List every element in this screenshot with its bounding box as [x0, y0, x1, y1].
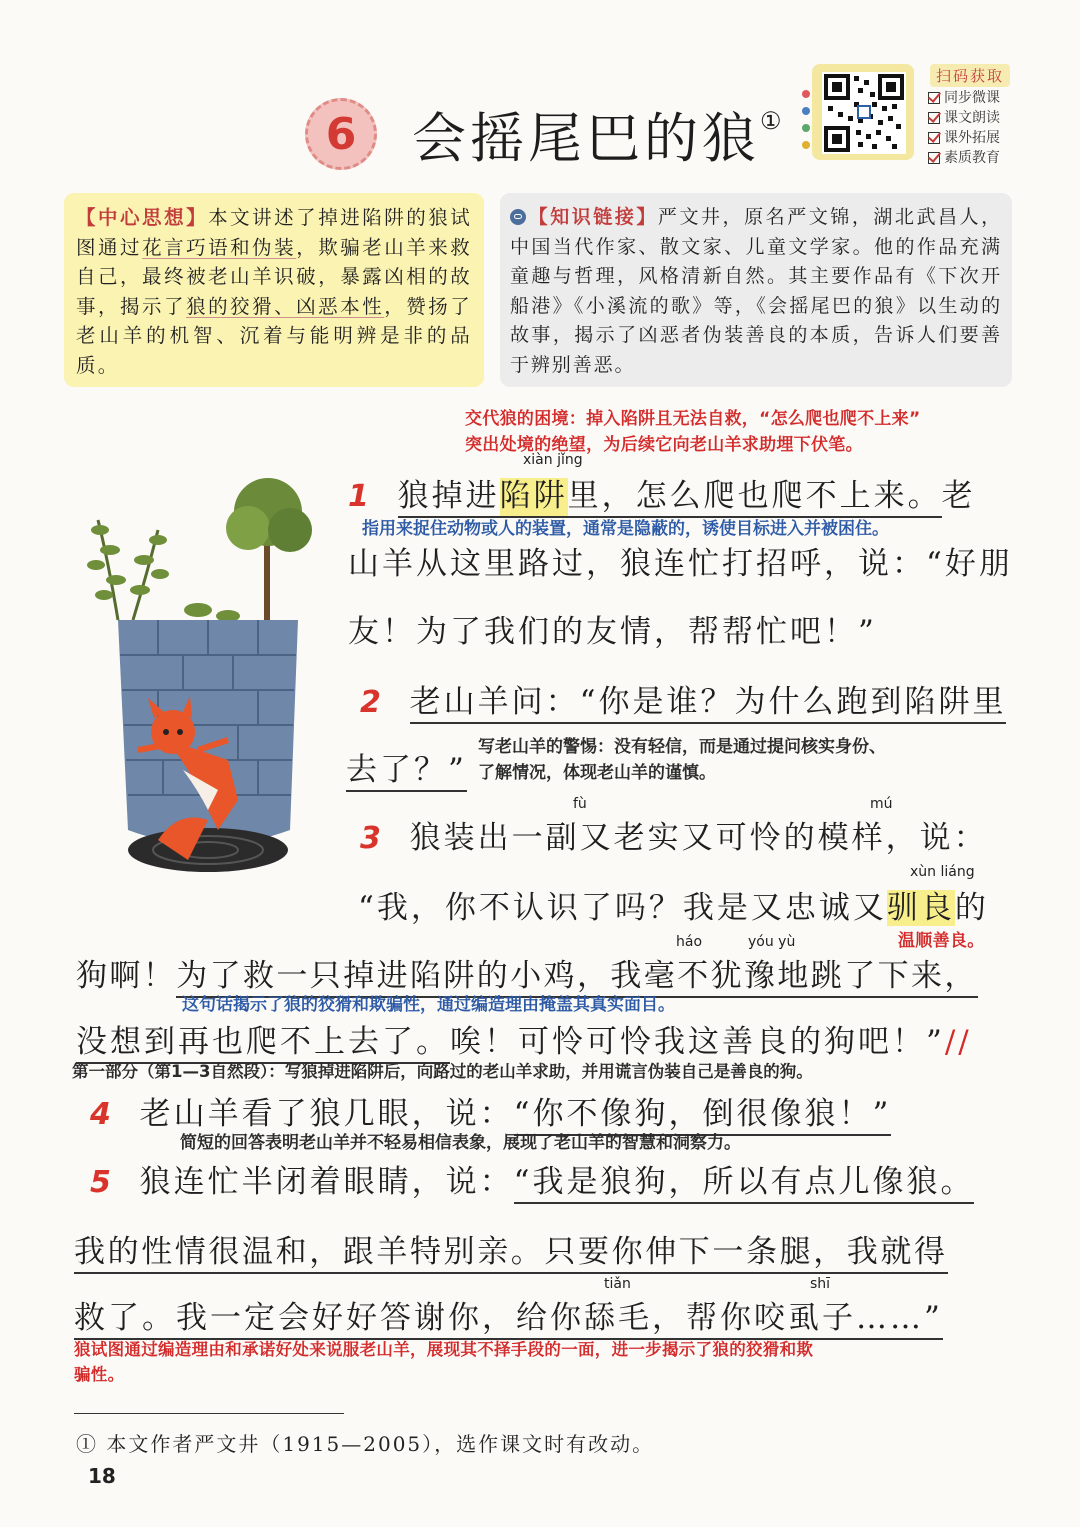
paragraph-3-line-1: 3 狼装出一副又老实又可怜的模样，说：: [360, 820, 988, 856]
paragraph-number: 5: [90, 1165, 114, 1200]
highlighted-word: 驯良: [886, 890, 955, 926]
knowledge-link-text: 【知识链接】严文井，原名严文锦，湖北武昌人，中国当代作家、散文家、儿童文学家。他的作品充满童趣与哲理，风格清新自然。其主要作品有《下次开船港》《小溪流的歌》等，《会摇尾巴的狼》以生动的故事，揭示了凶恶者伪装善良的本质，告诉人们要善于辨别善恶。: [510, 206, 1002, 376]
paragraph-number: 3: [360, 821, 384, 856]
pinyin-shi: shī: [810, 1276, 831, 1292]
paragraph-5-line-1: 5 狼连忙半闭着眼睛，说：“我是狼狗，所以有点儿像狼。: [90, 1156, 974, 1201]
annotation-8-line2: 骗性。: [74, 1365, 125, 1384]
central-idea-tag: 【中心思想】: [76, 206, 209, 229]
paragraph-3-line-2: “我，你不认识了吗？我是又忠诚又驯良的: [358, 890, 989, 926]
annotation-6: 第一部分（第1—3自然段）：写狼掉进陷阱后，向路过的老山羊求助，并用谎言伪装自己是善良的狗。: [72, 1062, 813, 1081]
section-divider-mark: //: [944, 1024, 972, 1060]
paragraph-1-line-3: 友！为了我们的友情，帮帮忙吧！”: [348, 614, 877, 650]
scan-item: 素质教育: [928, 148, 1000, 168]
pinyin-xianjing: xiàn jǐng: [523, 452, 583, 468]
page-number: 18: [88, 1464, 116, 1488]
annotation-3-line1: 写老山羊的警惕：没有轻信，而是通过提问核实身份、: [478, 737, 886, 757]
scan-item: 同步微课: [928, 88, 1000, 108]
annotation-1-line2: 突出处境的绝望，为后续它向老山羊求助埋下伏笔。: [465, 435, 863, 455]
paragraph-1-line-2: 山羊从这里路过，狼连忙打招呼，说：“好朋: [348, 546, 1013, 582]
checkbox-icon: [928, 112, 940, 124]
knowledge-link-box: [500, 193, 1012, 387]
paragraph-3-line-3: 狗啊！为了救一只掉进陷阱的小鸡，我毫不犹豫地跳了下来，: [76, 950, 978, 995]
annotation-3-line2: 了解情况，体现老山羊的谨慎。: [478, 763, 716, 783]
scan-list: [928, 88, 1000, 168]
pinyin-hao: háo: [676, 934, 703, 950]
knowledge-link-tag: 【知识链接】: [528, 206, 658, 228]
paragraph-3-line-4: 没想到再也爬不上去了。唉！可怜可怜我这善良的狗吧！”//: [76, 1016, 972, 1061]
paragraph-5-line-3: 救了。我一定会好好答谢你，给你舔毛，帮你咬虱子……”: [74, 1292, 943, 1337]
annotation-7: 简短的回答表明老山羊并不轻易相信表象，展现了老山羊的智慧和洞察力。: [180, 1133, 741, 1153]
paragraph-4-line-1: 4 老山羊看了狼几眼，说：“你不像狗，倒很像狼！”: [90, 1088, 891, 1133]
annotation-4: 温顺善良。: [898, 931, 985, 951]
scan-item: 课文朗读: [928, 108, 1000, 128]
annotation-1-line1: 交代狼的困境：掉入陷阱且无法自救，“怎么爬也爬不上来”: [465, 409, 921, 429]
paragraph-number: 2: [360, 685, 384, 720]
pinyin-tian: tiǎn: [604, 1276, 631, 1292]
footnote: ① 本文作者严文井（1915—2005），选作课文时有改动。: [76, 1432, 655, 1456]
paragraph-2-line-2: 去了？”: [346, 744, 467, 789]
paragraph-number: 1: [348, 479, 372, 514]
pinyin-mu: mú: [870, 796, 893, 812]
paragraph-number: 4: [90, 1097, 114, 1132]
checkbox-icon: [928, 92, 940, 104]
link-icon: [510, 209, 526, 225]
central-idea-text: 【中心思想】本文讲述了掉进陷阱的狼试图通过花言巧语和伪装，欺骗老山羊来救自己，最终被老山羊识破，暴露凶相的故事，揭示了狼的狡猾、凶恶本性，赞扬了老山羊的机智、沉着与能明辨是非的品质。: [76, 206, 473, 377]
annotation-5: 这句话揭示了狼的狡猾和欺骗性，通过编造理由掩盖其真实面目。: [182, 995, 675, 1015]
lesson-number-badge: 6: [305, 98, 377, 170]
pinyin-youyu: yóu yù: [748, 934, 796, 950]
central-idea-box: [64, 193, 484, 387]
qr-code-icon[interactable]: [822, 72, 906, 154]
checkbox-icon: [928, 152, 940, 164]
pinyin-fu: fù: [573, 796, 587, 812]
well-fox-illustration: [78, 470, 338, 914]
checkbox-icon: [928, 132, 940, 144]
footnote-divider: [74, 1413, 344, 1414]
footnote-marker: ①: [760, 107, 782, 135]
annotation-2: 指用来捉住动物或人的装置，通常是隐蔽的，诱使目标进入并被困住。: [362, 519, 889, 539]
pinyin-xunliang: xùn liáng: [910, 864, 975, 880]
paragraph-5-line-2: 我的性情很温和，跟羊特别亲。只要你伸下一条腿，我就得: [74, 1226, 948, 1271]
scan-item: 课外拓展: [928, 128, 1000, 148]
paragraph-1-line-1: 1 狼掉进陷阱里，怎么爬也爬不上来。老: [348, 470, 976, 515]
decorative-dots: [802, 90, 810, 158]
lesson-title: [412, 96, 782, 173]
scan-title: 扫码获取: [930, 64, 1010, 87]
title-text: 会摇尾巴的狼: [412, 107, 760, 170]
highlighted-word: 陷阱: [500, 478, 568, 518]
paragraph-2-line-1: 2 老山羊问：“你是谁？为什么跑到陷阱里: [360, 676, 1006, 721]
annotation-8-line1: 狼试图通过编造理由和承诺好处来说服老山羊，展现其不择手段的一面，进一步揭示了狼的狡猾和欺: [74, 1340, 814, 1359]
